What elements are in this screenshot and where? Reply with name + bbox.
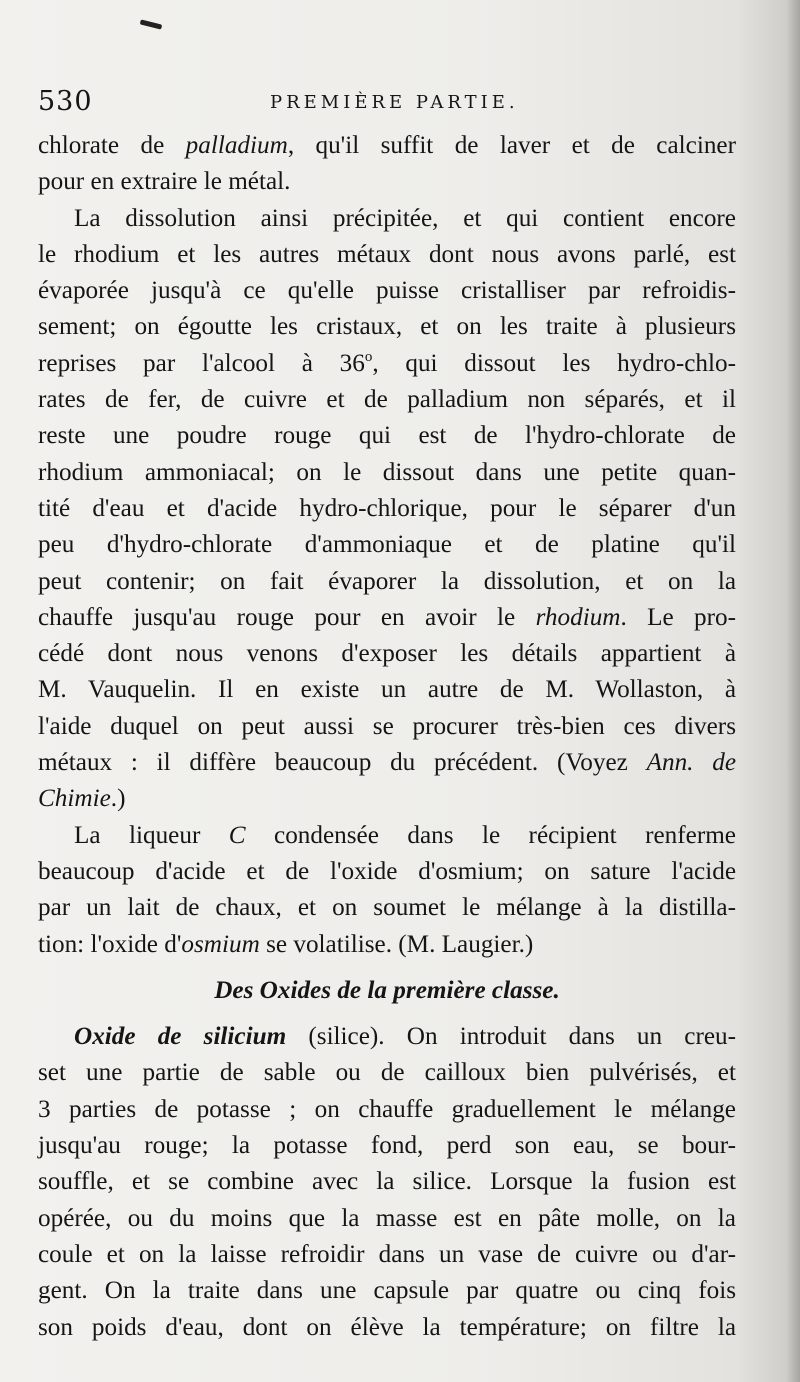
text-line: chauffe jusqu'au rouge pour en avoir le rhodium. Le pro- [38,603,736,631]
text-line: le rhodium et les autres métaux dont nous avons parlé, est [38,240,736,268]
text-line: reprises par l'alcool à 36$^o$, qui dissout les hydro-chlo- [38,348,736,377]
text-line: coule et on la laisse refroidir dans un vase de cuivre ou d'ar- [38,1240,736,1268]
text-line: beaucoup d'acide et de l'oxide d'osmium; on sature l'acide [38,857,736,885]
text-line: La dissolution ainsi précipitée, et qui contient encore [74,204,736,232]
page-header [38,86,738,122]
body-text [38,128,736,1346]
text-line: peut contenir; on fait évaporer la dissolution, et on la [38,567,736,595]
text-line: M. Vauquelin. Il en existe un autre de M. Wollaston, à [38,676,736,704]
text-line: évaporée jusqu'à ce qu'elle puisse cristalliser par refroidis- [38,277,736,305]
text-line: souffle, et se combine avec la silice. Lorsque la fusion est [38,1168,736,1196]
page-number: 530 [38,86,93,117]
text-line: Chimie.) [38,785,126,813]
text-line: rates de fer, de cuivre et de palladium non séparés, et il [38,386,736,414]
text-line: l'aide duquel on peut aussi se procurer très-bien ces divers [38,712,736,740]
text-line: tité d'eau et d'acide hydro-chlorique, pour le séparer d'un [38,494,736,522]
text-line: La liqueur C condensée dans le récipient renferme [74,821,736,849]
text-line: jusqu'au rouge; la potasse fond, perd son eau, se bour- [38,1132,736,1160]
page-edge-shadow [786,0,800,1382]
section-heading: Des Oxides de la première classe. [214,976,560,1004]
text-line: métaux : il diffère beaucoup du précédent. (Voyez Ann. de [38,749,736,777]
text-line: chlorate de palladium, qu'il suffit de laver et de calciner [38,132,736,159]
text-line: rhodium ammoniacal; on le dissout dans une petite quan- [38,458,736,486]
text-line: son poids d'eau, dont on élève la température; on filtre la [38,1313,736,1341]
text-line: pour en extraire le métal. [38,168,291,196]
text-line: sement; on égoutte les cristaux, et on les traite à plusieurs [38,313,736,341]
text-line: 3 parties de potasse ; on chauffe graduellement le mélange [38,1095,736,1123]
text-line: tion: l'oxide d'osmium se volatilise. (M. Laugier.) [38,930,534,958]
text-line: set une partie de sable ou de cailloux bien pulvérisés, et [38,1059,736,1087]
running-head: PREMIÈRE PARTIE. [270,92,519,113]
text-line: reste une poudre rouge qui est de l'hydro-chlorate de [38,422,736,450]
text-line: opérée, ou du moins que la masse est en pâte molle, on la [38,1204,736,1232]
text-line: Oxide de silicium (silice). On introduit dans un creu- [74,1023,736,1051]
text-line: peu d'hydro-chlorate d'ammoniaque et de platine qu'il [38,531,736,559]
text-line: gent. On la traite dans une capsule par quatre ou cinq fois [38,1277,736,1305]
text-line: par un lait de chaux, et on soumet le mélange à la distilla- [38,894,736,922]
ink-mark [140,19,163,29]
text-line: cédé dont nous venons d'exposer les détails appartient à [38,640,736,668]
